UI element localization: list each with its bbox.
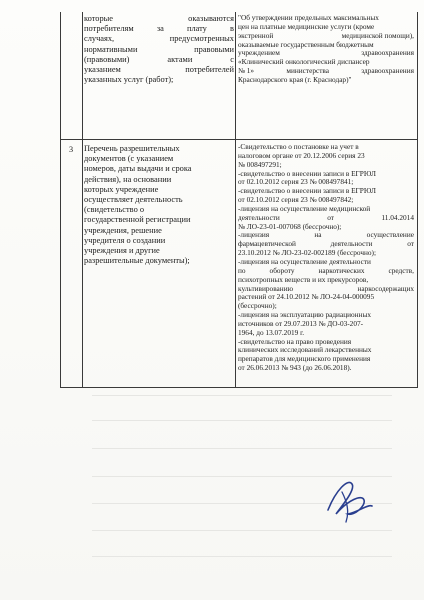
text-line bbox=[238, 76, 414, 85]
text-line bbox=[238, 49, 414, 58]
text-line bbox=[84, 246, 234, 256]
row-main-description bbox=[84, 144, 234, 266]
text-line bbox=[238, 302, 414, 311]
text-segment: в bbox=[230, 24, 234, 34]
text-segment: -свидетельство о внесении записи в ЕГРЮЛ bbox=[238, 169, 376, 178]
text-line bbox=[238, 214, 414, 223]
text-segment: налоговом органе от 20.12.2006 серия 23 bbox=[238, 151, 365, 160]
text-line bbox=[84, 164, 234, 174]
text-line bbox=[238, 32, 414, 41]
text-line bbox=[238, 178, 414, 187]
text-line bbox=[238, 41, 414, 50]
text-segment: -лицензия bbox=[238, 231, 270, 240]
row-top-description bbox=[84, 14, 234, 85]
text-line bbox=[238, 276, 414, 285]
text-line bbox=[238, 329, 414, 338]
text-segment: плату bbox=[186, 24, 207, 34]
text-segment: предусмотренных bbox=[169, 34, 234, 44]
bleed-through-line bbox=[92, 420, 392, 421]
text-segment: здравоохранения bbox=[361, 67, 414, 76]
text-line bbox=[238, 161, 414, 170]
text-line bbox=[238, 196, 414, 205]
text-line bbox=[238, 223, 414, 232]
text-line bbox=[238, 355, 414, 364]
text-segment: цен на платные медицинские услуги (кроме bbox=[238, 22, 375, 31]
text-line bbox=[238, 205, 414, 214]
text-segment: медицинской помощи), bbox=[341, 31, 414, 40]
table-border-left bbox=[60, 12, 61, 388]
text-line bbox=[84, 75, 234, 85]
bleed-through-line bbox=[92, 395, 392, 396]
text-segment: от 02.10.2012 серия 23 № 008497841; bbox=[238, 178, 354, 187]
text-line bbox=[238, 58, 414, 67]
text-segment: -лицензия на осуществление деятельности bbox=[238, 257, 371, 266]
text-segment: источников от 29.07.2013 № ДО-03-207- bbox=[238, 319, 364, 328]
row-main-details bbox=[238, 143, 414, 373]
text-segment: актами bbox=[167, 54, 193, 64]
text-segment: оказываемые государственным бюджетным bbox=[238, 40, 374, 49]
text-segment: учреждения, решение bbox=[84, 225, 162, 235]
text-segment: экстренной bbox=[238, 31, 274, 40]
text-line bbox=[84, 215, 234, 225]
text-line bbox=[84, 205, 234, 215]
text-segment: культивированию bbox=[238, 284, 294, 293]
text-line bbox=[238, 293, 414, 302]
text-segment: средств, bbox=[388, 266, 414, 275]
table-column-divider bbox=[235, 12, 236, 388]
text-segment: (бессрочно); bbox=[238, 302, 277, 311]
text-segment: по bbox=[238, 266, 246, 275]
text-line bbox=[84, 55, 234, 65]
text-segment: Перечень разрешительных bbox=[84, 144, 180, 153]
text-segment: учреждением bbox=[238, 49, 280, 58]
text-line bbox=[84, 185, 234, 195]
text-segment: государственной регистрации bbox=[84, 215, 191, 225]
text-segment: номеров, даты выдачи и срока bbox=[84, 164, 192, 174]
text-line bbox=[84, 24, 234, 34]
table-border-bottom bbox=[60, 387, 418, 388]
text-segment: осуществление bbox=[366, 231, 414, 240]
text-segment: «Клинический онкологический диспансер bbox=[238, 58, 370, 67]
text-segment: деятельности bbox=[238, 213, 280, 222]
text-segment: случаях, bbox=[84, 34, 115, 44]
text-segment: наркосодержащих bbox=[357, 284, 414, 293]
text-line bbox=[84, 14, 234, 24]
text-segment: оказываются bbox=[188, 14, 234, 23]
text-segment: на bbox=[314, 231, 322, 240]
bleed-through-line bbox=[92, 448, 392, 449]
text-line bbox=[84, 34, 234, 44]
text-line bbox=[238, 152, 414, 161]
text-segment: обороту bbox=[269, 266, 295, 275]
row-top-details bbox=[238, 14, 414, 85]
text-segment: указанных услуг (работ); bbox=[84, 75, 174, 85]
text-line bbox=[84, 65, 234, 75]
bleed-through-line bbox=[92, 556, 392, 557]
text-segment: -лицензия на осуществление медицинской bbox=[238, 204, 371, 213]
text-line bbox=[238, 320, 414, 329]
text-segment: -свидетельство о внесении записи в ЕГРЮЛ bbox=[238, 187, 376, 196]
text-segment: здравоохранения bbox=[361, 49, 414, 58]
handwritten-signature-icon bbox=[318, 470, 378, 530]
text-segment: от bbox=[327, 213, 334, 222]
text-line bbox=[238, 23, 414, 32]
text-segment: от 26.06.2013 № 943 (до 26.06.2018). bbox=[238, 364, 352, 373]
text-segment: -Свидетельство о постановке на учет в bbox=[238, 143, 359, 151]
text-segment: -лицензия на эксплуатацию радиационных bbox=[238, 311, 372, 320]
text-line bbox=[238, 67, 414, 76]
text-segment: которых учреждение bbox=[84, 184, 159, 194]
text-segment: которые bbox=[84, 14, 113, 23]
text-segment: действия), на основании bbox=[84, 174, 172, 184]
text-segment: потребителям bbox=[84, 24, 134, 34]
text-line bbox=[84, 45, 234, 55]
text-segment: фармацевтической bbox=[238, 240, 296, 249]
bleed-through-line bbox=[92, 530, 392, 531]
text-line bbox=[84, 195, 234, 205]
text-segment: указанием bbox=[84, 65, 121, 75]
text-line bbox=[238, 187, 414, 196]
text-segment: осуществляет деятельность bbox=[84, 195, 183, 205]
table-border-right bbox=[417, 12, 418, 388]
text-line bbox=[84, 144, 234, 154]
text-line bbox=[238, 231, 414, 240]
text-segment: с bbox=[230, 54, 234, 64]
text-segment: "Об утверждении предельных максимальных bbox=[238, 14, 379, 22]
text-line bbox=[238, 267, 414, 276]
text-segment: № 1» bbox=[238, 67, 255, 76]
text-line bbox=[238, 258, 414, 267]
text-segment: № 008497291; bbox=[238, 160, 282, 169]
text-segment: нормативными bbox=[84, 44, 138, 54]
text-segment: правовыми bbox=[194, 44, 234, 54]
text-segment: препаратов для медицинского применения bbox=[238, 355, 371, 364]
text-segment: за bbox=[156, 24, 164, 34]
table-row-divider bbox=[60, 139, 418, 140]
text-segment: учреждения и другие bbox=[84, 246, 160, 256]
text-segment: 23.10.2012 № ЛО-23-02-002189 (бессрочно); bbox=[238, 249, 376, 258]
text-line bbox=[84, 226, 234, 236]
text-line bbox=[238, 364, 414, 373]
text-line bbox=[84, 175, 234, 185]
text-line bbox=[84, 154, 234, 164]
text-segment: министерства bbox=[286, 67, 330, 76]
text-segment: от bbox=[407, 240, 414, 249]
text-segment: клинических исследований лекарственных bbox=[238, 346, 372, 355]
text-segment: растений от 24.10.2012 № ЛО-24-04-000095 bbox=[238, 293, 375, 302]
text-line bbox=[84, 236, 234, 246]
text-segment: 11.04.2014 bbox=[381, 213, 414, 222]
text-segment: разрешительные документы); bbox=[84, 256, 190, 266]
text-line bbox=[84, 256, 234, 266]
text-segment: 1964, до 13.07.2019 г. bbox=[238, 328, 305, 337]
text-segment: (правовыми) bbox=[84, 54, 130, 64]
text-line bbox=[238, 338, 414, 347]
text-line bbox=[238, 240, 414, 249]
text-segment: документов (с указанием bbox=[84, 154, 174, 164]
text-segment: потребителей bbox=[185, 65, 234, 75]
text-segment: наркотических bbox=[318, 266, 365, 275]
text-segment: (свидетельство о bbox=[84, 205, 145, 215]
text-line bbox=[238, 311, 414, 320]
table-column-divider bbox=[82, 12, 83, 388]
text-segment: Краснодарского края (г. Краснодар)" bbox=[238, 75, 352, 84]
text-line bbox=[238, 249, 414, 258]
document-table bbox=[60, 12, 418, 388]
text-line bbox=[238, 143, 414, 152]
text-line bbox=[238, 346, 414, 355]
text-segment: деятельности bbox=[330, 240, 373, 249]
text-line bbox=[238, 14, 414, 23]
row-number: 3 bbox=[68, 145, 74, 154]
text-segment: учредителя о создании bbox=[84, 235, 166, 245]
text-segment: психотропных веществ и их прекурсоров, bbox=[238, 275, 369, 284]
text-segment: № ЛО-23-01-007068 (бессрочно); bbox=[238, 222, 342, 231]
text-segment: от 02.10.2012 серия 23 № 008497842; bbox=[238, 196, 354, 205]
text-segment: -свидетельство на право проведения bbox=[238, 337, 352, 346]
text-line bbox=[238, 285, 414, 294]
text-line bbox=[238, 170, 414, 179]
